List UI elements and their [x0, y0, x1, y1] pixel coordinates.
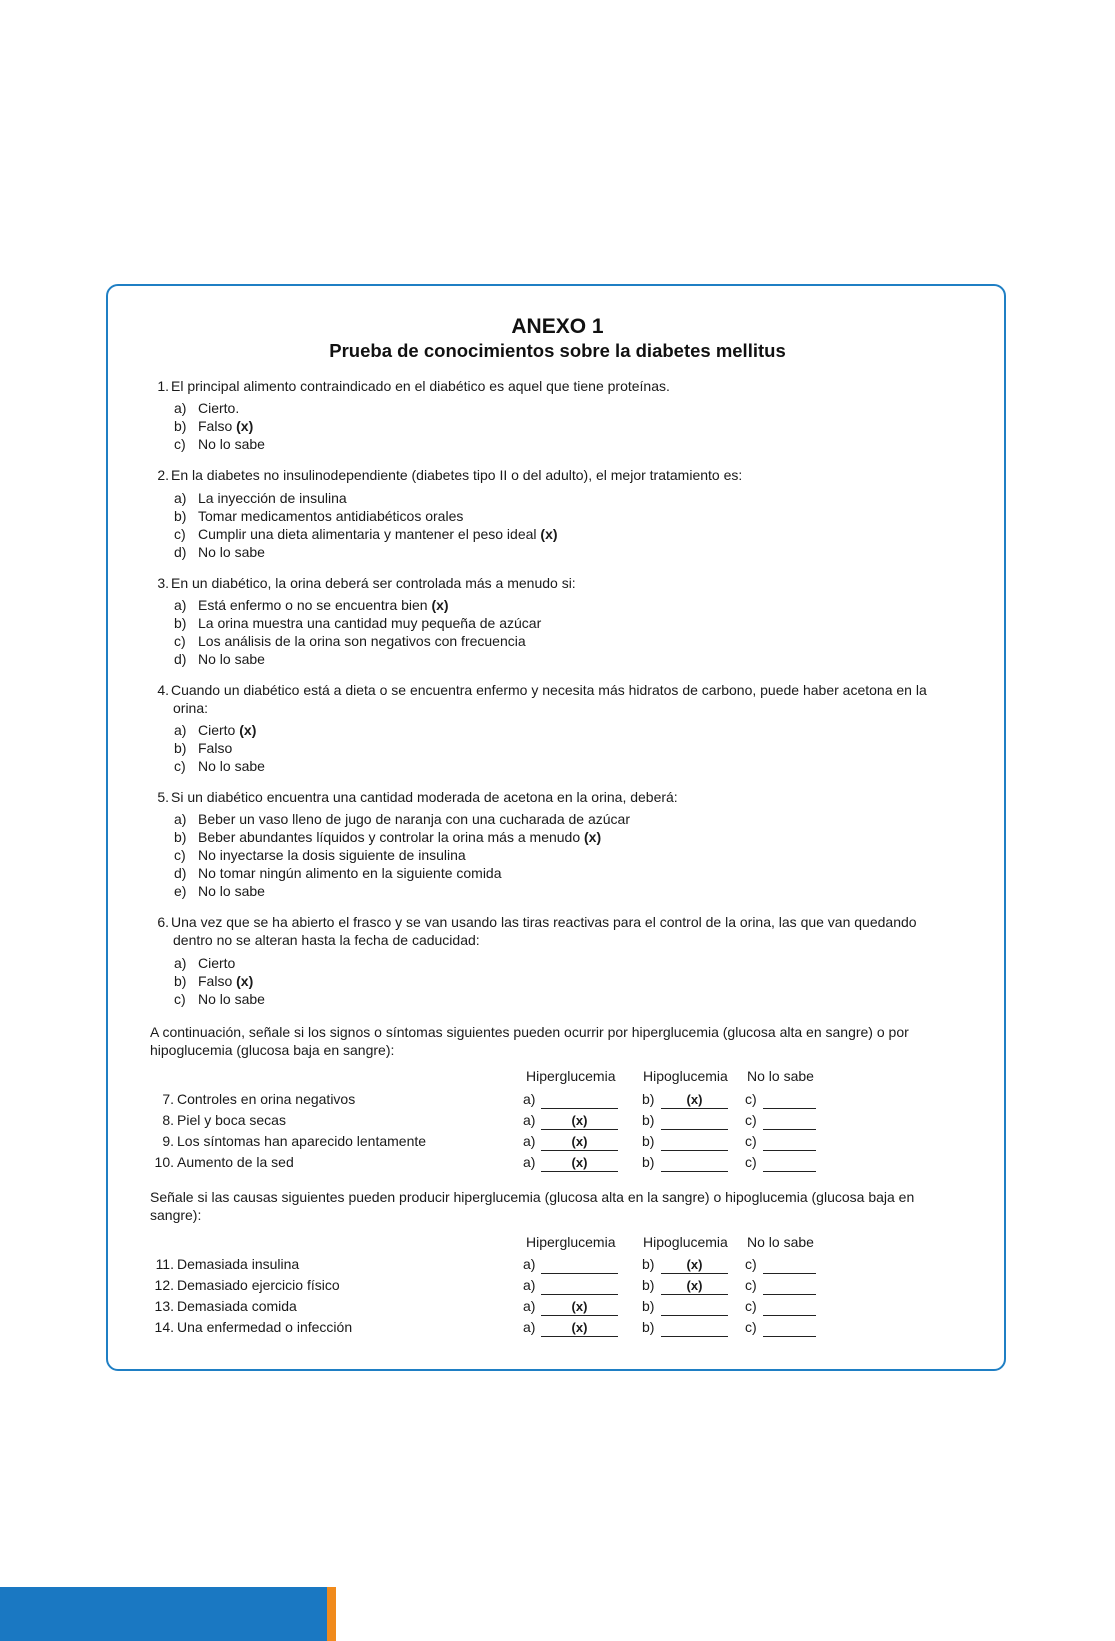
- answer-blank-b: [661, 1299, 728, 1316]
- option-5a: a) Beber un vaso lleno de jugo de naranja con una cucharada de azúcar: [174, 811, 630, 827]
- question-3: [150, 575, 960, 593]
- answer-blank-b: [661, 1113, 728, 1130]
- answer-blank-c: [763, 1134, 816, 1151]
- answer-blank-c: [763, 1155, 816, 1172]
- question-number: 1.: [157, 378, 169, 394]
- question-number: 6.: [157, 914, 169, 930]
- grid-row-label: 12. Demasiado ejercicio físico: [154, 1277, 340, 1293]
- answer-blank-a: [541, 1257, 618, 1274]
- grid-row-label: 11. Demasiada insulina: [155, 1256, 300, 1272]
- option-2a: a) La inyección de insulina: [174, 490, 347, 506]
- col-header-hiperglucemia: Hiperglucemia: [526, 1068, 616, 1084]
- col-header-hipoglucemia: Hipoglucemia: [643, 1068, 728, 1084]
- answer-blank-a: (x): [541, 1155, 618, 1172]
- answer-mark: (x): [239, 722, 257, 738]
- option-5b: b) Beber abundantes líquidos y controlar la orina más a menudo (x): [174, 829, 602, 845]
- answer-letter-a: a): [523, 1154, 536, 1170]
- question-4: [150, 682, 960, 717]
- answer-mark: (x): [236, 418, 254, 434]
- grid-row-label: 10. Aumento de la sed: [154, 1154, 294, 1170]
- answer-blank-b: [661, 1134, 728, 1151]
- answer-blank-a: (x): [541, 1299, 618, 1316]
- option-4b: b) Falso: [174, 740, 233, 756]
- option-6c: c) No lo sabe: [174, 991, 265, 1007]
- question-text: En un diabético, la orina deberá ser controlada más a menudo si:: [171, 575, 576, 591]
- option-3c: c) Los análisis de la orina son negativos con frecuencia: [174, 633, 526, 649]
- answer-letter-a: a): [523, 1133, 536, 1149]
- option-5e: e) No lo sabe: [174, 883, 265, 899]
- answer-letter-a: a): [523, 1277, 536, 1293]
- grid-row-label: 13. Demasiada comida: [154, 1298, 297, 1314]
- answer-blank-a: [541, 1092, 618, 1109]
- question-5: [150, 789, 960, 807]
- grid-row-label: 9. Los síntomas han aparecido lentamente: [162, 1133, 427, 1149]
- option-4a: a) Cierto (x): [174, 722, 257, 738]
- answer-blank-c: [763, 1278, 816, 1295]
- col-header-no-lo-sabe: No lo sabe: [747, 1234, 814, 1250]
- answer-letter-b: b): [642, 1112, 655, 1128]
- question-6: [150, 914, 960, 949]
- section1-intro: A continuación, señale si los signos o síntomas siguientes pueden ocurrir por hiperglucemia (glucosa alta en sangre) o por hipoglucemia (glucosa baja en sangre):: [150, 1024, 909, 1058]
- answer-blank-b: [661, 1155, 728, 1172]
- question-number: 2.: [157, 467, 169, 483]
- question-text: En la diabetes no insulinodependiente (diabetes tipo II o del adulto), el mejor tratamiento es:: [171, 467, 743, 483]
- question-number: 4.: [157, 682, 169, 698]
- col-header-no-lo-sabe: No lo sabe: [747, 1068, 814, 1084]
- answer-letter-a: a): [523, 1298, 536, 1314]
- answer-letter-b: b): [642, 1277, 655, 1293]
- question-2: [150, 467, 960, 485]
- answer-blank-c: [763, 1092, 816, 1109]
- footer-orange-accent: [327, 1587, 336, 1641]
- answer-letter-c: c): [745, 1154, 757, 1170]
- option-5c: c) No inyectarse la dosis siguiente de insulina: [174, 847, 466, 863]
- answer-blank-b: [661, 1320, 728, 1337]
- answer-letter-c: c): [745, 1277, 757, 1293]
- option-2c: c) Cumplir una dieta alimentaria y mantener el peso ideal (x): [174, 526, 558, 542]
- option-1a: a) Cierto.: [174, 400, 240, 416]
- footer-blue-bar: [0, 1587, 327, 1641]
- answer-letter-b: b): [642, 1319, 655, 1335]
- answer-letter-c: c): [745, 1112, 757, 1128]
- question-number: 5.: [157, 789, 169, 805]
- option-3b: b) La orina muestra una cantidad muy pequeña de azúcar: [174, 615, 542, 631]
- answer-letter-a: a): [523, 1112, 536, 1128]
- grid-row-label: 8. Piel y boca secas: [162, 1112, 286, 1128]
- answer-blank-b: (x): [661, 1092, 728, 1109]
- answer-blank-c: [763, 1113, 816, 1130]
- option-2d: d) No lo sabe: [174, 544, 265, 560]
- answer-mark: (x): [236, 973, 254, 989]
- option-3a: a) Está enfermo o no se encuentra bien (x): [174, 597, 449, 613]
- answer-letter-b: b): [642, 1091, 655, 1107]
- question-text: El principal alimento contraindicado en el diabético es aquel que tiene proteínas.: [171, 378, 670, 394]
- answer-blank-c: [763, 1299, 816, 1316]
- answer-blank-c: [763, 1257, 816, 1274]
- annex-subtitle: Prueba de conocimientos sobre la diabetes mellitus: [329, 340, 786, 361]
- answer-blank-b: (x): [661, 1257, 728, 1274]
- question-text: Una vez que se ha abierto el frasco y se van usando las tiras reactivas para el control de la orina, las que van quedando dentro no se alteran hasta la fecha de caducidad:: [171, 914, 917, 948]
- question-1: [150, 378, 960, 396]
- answer-mark: (x): [431, 597, 449, 613]
- option-1c: c) No lo sabe: [174, 436, 265, 452]
- option-3d: d) No lo sabe: [174, 651, 265, 667]
- question-text: Cuando un diabético está a dieta o se encuentra enfermo y necesita más hidratos de carbono, puede haber acetona en la orina:: [171, 682, 927, 716]
- answer-letter-b: b): [642, 1154, 655, 1170]
- annex-title: ANEXO 1: [511, 315, 604, 338]
- question-text: Si un diabético encuentra una cantidad moderada de acetona en la orina, deberá:: [171, 789, 678, 805]
- answer-mark: (x): [584, 829, 602, 845]
- option-2b: b) Tomar medicamentos antidiabéticos orales: [174, 508, 464, 524]
- section2-intro: Señale si las causas siguientes pueden producir hiperglucemia (glucosa alta en la sangre) o hipoglucemia (glucosa baja en sangre):: [150, 1189, 915, 1223]
- answer-letter-a: a): [523, 1319, 536, 1335]
- answer-letter-c: c): [745, 1133, 757, 1149]
- grid-row-label: 14. Una enfermedad o infección: [154, 1319, 353, 1335]
- answer-blank-a: [541, 1278, 618, 1295]
- option-1b: b) Falso (x): [174, 418, 254, 434]
- col-header-hipoglucemia: Hipoglucemia: [643, 1234, 728, 1250]
- option-4c: c) No lo sabe: [174, 758, 265, 774]
- answer-blank-a: (x): [541, 1134, 618, 1151]
- option-6a: a) Cierto: [174, 955, 236, 971]
- answer-letter-a: a): [523, 1256, 536, 1272]
- answer-blank-b: (x): [661, 1278, 728, 1295]
- grid-row-label: 7. Controles en orina negativos: [162, 1091, 356, 1107]
- answer-letter-c: c): [745, 1319, 757, 1335]
- answer-blank-a: (x): [541, 1113, 618, 1130]
- answer-letter-c: c): [745, 1256, 757, 1272]
- answer-mark: (x): [540, 526, 558, 542]
- answer-blank-a: (x): [541, 1320, 618, 1337]
- option-5d: d) No tomar ningún alimento en la siguiente comida: [174, 865, 502, 881]
- question-number: 3.: [157, 575, 169, 591]
- col-header-hiperglucemia: Hiperglucemia: [526, 1234, 616, 1250]
- answer-letter-b: b): [642, 1256, 655, 1272]
- answer-letter-c: c): [745, 1298, 757, 1314]
- option-6b: b) Falso (x): [174, 973, 254, 989]
- answer-letter-b: b): [642, 1298, 655, 1314]
- answer-blank-c: [763, 1320, 816, 1337]
- answer-letter-b: b): [642, 1133, 655, 1149]
- answer-letter-c: c): [745, 1091, 757, 1107]
- answer-letter-a: a): [523, 1091, 536, 1107]
